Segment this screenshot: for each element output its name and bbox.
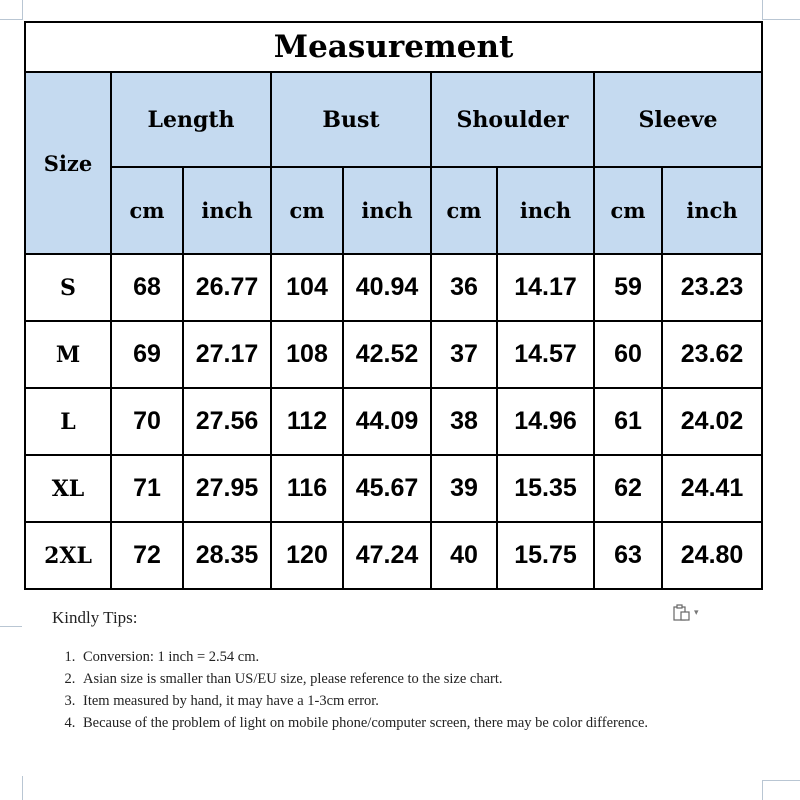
unit-header: inch <box>183 167 271 254</box>
tip-item: 3. Item measured by hand, it may have a 1-3cm error. <box>79 690 732 712</box>
unit-header: inch <box>343 167 431 254</box>
measurement-cell: 42.52 <box>343 321 431 388</box>
shoulder-header: Shoulder <box>431 72 594 167</box>
measurement-cell: 40 <box>431 522 497 589</box>
measurement-cell: 44.09 <box>343 388 431 455</box>
corner-mark <box>22 776 23 800</box>
chevron-down-icon: ▾ <box>694 608 699 618</box>
table-row <box>25 321 762 388</box>
measurement-cell: 23.23 <box>662 254 762 321</box>
corner-mark <box>22 0 23 20</box>
measurement-cell: 24.41 <box>662 455 762 522</box>
sleeve-header: Sleeve <box>594 72 762 167</box>
measurement-cell: 24.80 <box>662 522 762 589</box>
measurement-cell: 38 <box>431 388 497 455</box>
measurement-cell: 45.67 <box>343 455 431 522</box>
corner-mark <box>762 0 763 20</box>
unit-header: cm <box>594 167 662 254</box>
size-label: L <box>25 388 111 455</box>
measurement-cell: 15.35 <box>497 455 594 522</box>
measurement-cell: 71 <box>111 455 183 522</box>
corner-mark <box>762 780 800 781</box>
measurement-cell: 39 <box>431 455 497 522</box>
measurement-cell: 24.02 <box>662 388 762 455</box>
measurement-cell: 40.94 <box>343 254 431 321</box>
corner-mark <box>762 19 800 20</box>
measurement-cell: 62 <box>594 455 662 522</box>
measurement-cell: 61 <box>594 388 662 455</box>
measurement-cell: 23.62 <box>662 321 762 388</box>
measurement-cell: 63 <box>594 522 662 589</box>
unit-header: cm <box>271 167 343 254</box>
measurement-cell: 120 <box>271 522 343 589</box>
measurement-cell: 27.17 <box>183 321 271 388</box>
size-label: S <box>25 254 111 321</box>
table-row <box>25 455 762 522</box>
measurement-cell: 70 <box>111 388 183 455</box>
measurement-cell: 36 <box>431 254 497 321</box>
measurement-cell: 14.17 <box>497 254 594 321</box>
corner-mark <box>0 19 22 20</box>
measurement-cell: 104 <box>271 254 343 321</box>
size-column-header: Size <box>25 72 111 254</box>
measurement-cell: 26.77 <box>183 254 271 321</box>
measurement-cell: 112 <box>271 388 343 455</box>
measurement-cell: 60 <box>594 321 662 388</box>
unit-header: inch <box>497 167 594 254</box>
measurement-cell: 47.24 <box>343 522 431 589</box>
measurement-cell: 116 <box>271 455 343 522</box>
corner-mark <box>762 780 763 800</box>
size-label: M <box>25 321 111 388</box>
measurement-cell: 69 <box>111 321 183 388</box>
tip-item: 4. Because of the problem of light on mobile phone/computer screen, there may be color difference. <box>79 712 732 734</box>
table-row <box>25 522 762 589</box>
size-label: XL <box>25 455 111 522</box>
measurement-cell: 14.57 <box>497 321 594 388</box>
measurement-cell: 15.75 <box>497 522 594 589</box>
measurement-cell: 72 <box>111 522 183 589</box>
table-title: Measurement <box>25 22 762 72</box>
measurement-cell: 27.95 <box>183 455 271 522</box>
measurement-cell: 14.96 <box>497 388 594 455</box>
length-header: Length <box>111 72 271 167</box>
bust-header: Bust <box>271 72 431 167</box>
tip-item: 1. Conversion: 1 inch = 2.54 cm. <box>79 646 732 668</box>
unit-header: cm <box>111 167 183 254</box>
size-chart-table <box>24 21 763 590</box>
table-row <box>25 388 762 455</box>
measurement-cell: 68 <box>111 254 183 321</box>
tips-list <box>52 646 732 734</box>
kindly-tips <box>52 608 732 734</box>
measurement-cell: 28.35 <box>183 522 271 589</box>
corner-mark <box>0 626 22 627</box>
unit-header: inch <box>662 167 762 254</box>
size-label: 2XL <box>25 522 111 589</box>
measurement-cell: 108 <box>271 321 343 388</box>
measurement-cell: 37 <box>431 321 497 388</box>
measurement-cell: 59 <box>594 254 662 321</box>
tips-title: Kindly Tips: <box>52 608 138 627</box>
tip-item: 2. Asian size is smaller than US/EU size, please reference to the size chart. <box>79 668 732 690</box>
table-row <box>25 254 762 321</box>
measurement-cell: 27.56 <box>183 388 271 455</box>
unit-header: cm <box>431 167 497 254</box>
